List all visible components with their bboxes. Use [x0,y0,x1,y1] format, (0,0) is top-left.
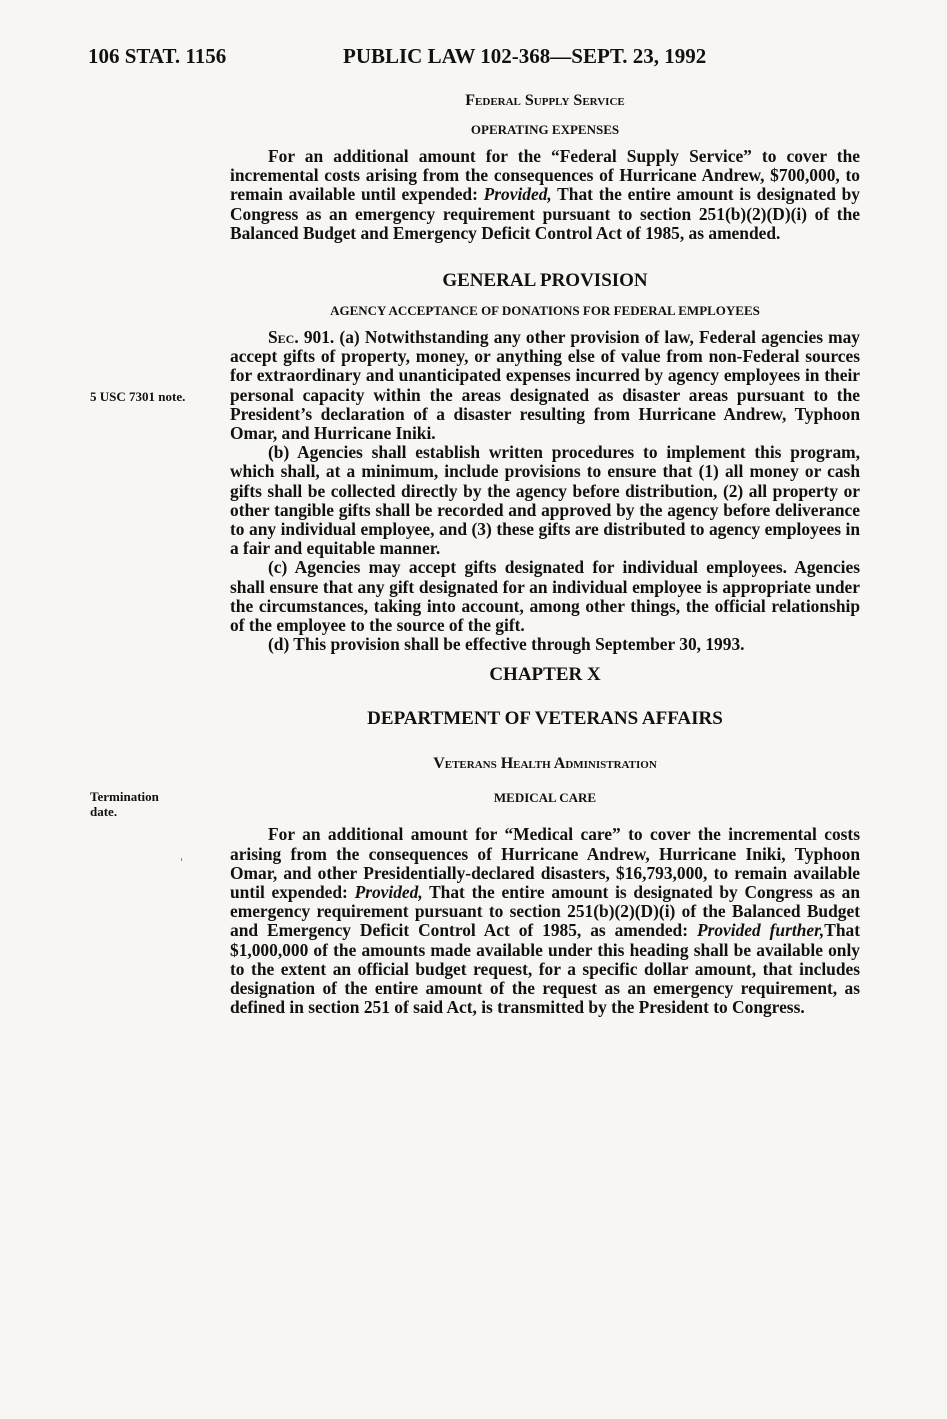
general-provision-heading: GENERAL PROVISION [442,270,648,292]
section-901-c-paragraph: (c) Agencies may accept gifts designated for individual employees. Agencies shall ensure that any gift designated for an individual employee is appropriate under the circumstances, taking into account, among other things, the official relationship of the employee to the source of the gift. [230,557,860,636]
text-run: That $1,000,000 of the amounts made available under this heading shall be available only to the extent an official budget request, for a specific dollar amount, that includes designation of the entire amount of the request as an emergency requirement, as defined in section 251 of said Act, is transmitted by the President to Congress. [230,920,861,1018]
main-column [230,92,860,1018]
operating-expenses-heading: OPERATING EXPENSES [470,122,620,137]
margin-note-termination-line2: date. [90,804,118,819]
supply-service-paragraph [230,147,860,243]
italic-text: Provided, [354,882,423,903]
donations-subheading: AGENCY ACCEPTANCE OF DONATIONS FOR FEDERAL EMPLOYEES [330,303,760,319]
text-run: For an additional amount for the “Federal Supply Service” to cover the incremental costs arising from the consequences of Hurricane Andrew, $700,000, to remain available until expended: [230,146,860,205]
text-run: For an additional amount for “Medical care” to cover the incremental costs arising from the consequences of Hurricane Andrew, Hurricane Iniki, Typhoon Omar, and other Presidentially-declared disasters, $16,793,000, to remain available until expended: [230,824,860,903]
public-law-citation: PUBLIC LAW 102-368—SEPT. 23, 1992 [343,44,707,68]
margin-note-termination-line1: Termination [90,789,159,804]
section-901-b-paragraph: (b) Agencies shall establish written procedures to implement this program, which shall, at a minimum, include provisions to ensure that (1) all money or cash gifts shall be collected directly by the agency before distribution, (2) all property or other tangible gifts shall be recorded and approved by the agency before deliverance to any individual employee, and (3) these gifts are distributed to agency employees in a fair and equitable manner. [230,442,860,559]
scan-mark [181,858,182,861]
department-heading: DEPARTMENT OF VETERANS AFFAIRS [367,708,723,730]
page-header [88,44,868,74]
text-run: That the entire amount is designated by Congress as an emergency requirement pursuant to section 251(b)(2)(D)(i) of the Balanced Budget and Emergency Deficit Control Act of 1985, as amended. [230,184,860,243]
margin-note-termination [90,789,210,819]
text-run: That the entire amount is designated by Congress as an emergency requirement pursuant to section 251(b)(2)(D)(i) of the Balanced Budget and Emergency Deficit Control Act of 1985, as amended: [230,882,860,941]
text-run: (a) Notwithstanding any other provision of law, Federal agencies may accept gifts of property, money, or anything else of value from non-Federal sources for extraordinary and unanticipated expenses incurred by agency employees in their personal capacity within the areas designated as disaster areas pursuant to the President’s declaration of a disaster resulting from Hurricane Andrew, Typhoon Omar, and Hurricane Iniki. [230,327,860,444]
margin-note-usc: 5 USC 7301 note. [90,389,186,404]
section-901-a-paragraph [230,328,860,443]
administration-heading: Veterans Health Administration [433,755,657,773]
italic-text: Provided, [483,184,552,205]
agency-heading: Federal Supply Service [465,92,625,109]
section-901-d-paragraph: (d) This provision shall be effective through September 30, 1993. [268,634,745,655]
chapter-heading: CHAPTER X [489,664,601,686]
medical-care-heading: MEDICAL CARE [493,790,597,806]
medical-care-paragraph [230,825,860,1017]
italic-text: Provided further, [696,920,825,941]
statute-page-number: 106 STAT. 1156 [88,44,227,68]
section-label: Sec. 901. [268,327,335,348]
